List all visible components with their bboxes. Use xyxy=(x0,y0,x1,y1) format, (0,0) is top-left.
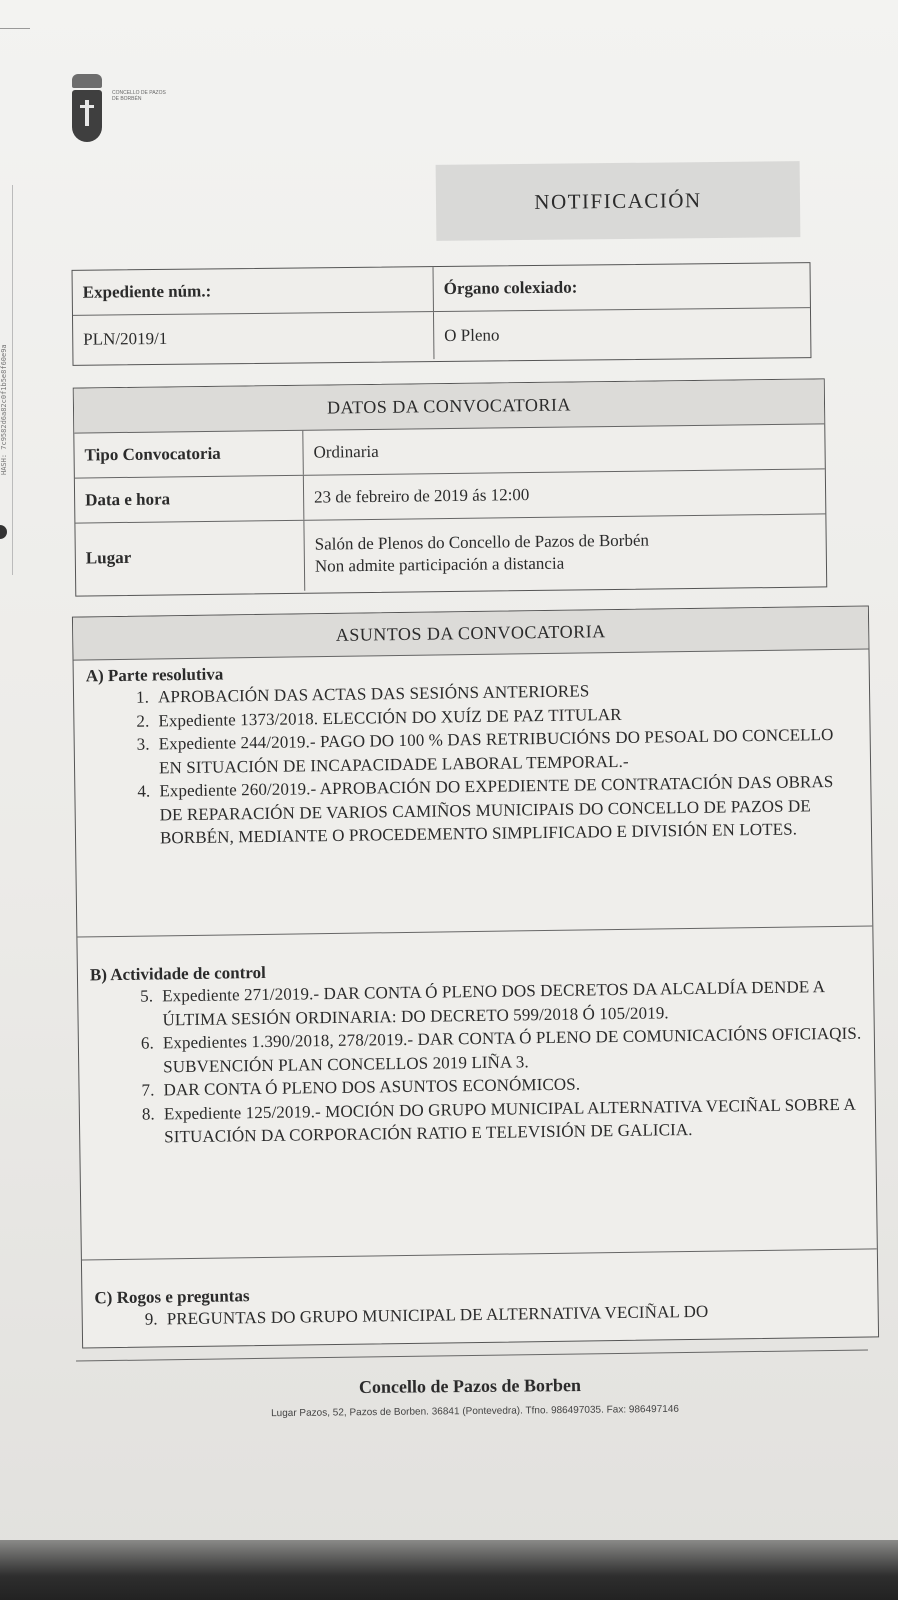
datos-convocatoria-table xyxy=(73,378,827,596)
cross-bar-icon xyxy=(80,105,94,108)
side-hash-text: HASH: 7c9582d6a82c0f1b5e8f60e9a xyxy=(0,344,8,475)
lugar-note: Non admite participación a distancia xyxy=(314,553,565,576)
organo-value: O Pleno xyxy=(444,324,500,345)
expediente-label: Expediente núm.: xyxy=(82,281,212,302)
section-title: A) Parte resolutiva xyxy=(85,664,224,686)
section-actividade-control xyxy=(77,926,876,1260)
section-title: B) Actividade de control xyxy=(89,962,266,985)
datos-label: Tipo Convocatoria xyxy=(84,443,221,465)
crown-icon xyxy=(72,74,102,88)
datos-label: Lugar xyxy=(85,547,132,568)
notification-title: NOTIFICACIÓN xyxy=(436,161,801,241)
lugar-value: Salón de Plenos do Concello de Pazos de Borbén xyxy=(314,530,650,554)
footer-address: Lugar Pazos, 52, Pazos de Borben. 36841 (Pontevedra). Tfno. 986497035. Fax: 986497146 xyxy=(271,1403,679,1420)
datos-value: 23 de febreiro de 2019 ás 12:00 xyxy=(313,485,530,507)
background-surface xyxy=(0,1540,898,1600)
list-item: 3. Expediente 244/2019.- PAGO DO 100 % DAS RETRIBUCIÓNS DO PESOAL DO CONCELLO EN SITUACIÓN DE INCAPACIDADE LABORAL TEMPORAL.- xyxy=(136,724,834,777)
list-item: 4. Expediente 260/2019.- APROBACIÓN DO EXPEDIENTE DE CONTRATACIÓN DAS OBRAS DE REPARACIÓN DE VARIOS CAMIÑOS MUNICIPAIS DO CONCELLO DE PAZOS DE BORBÉN, MEDIANTE O PROCEDEMENTO SIMPLIFICADO E DIVISIÓN EN LOTES. xyxy=(137,771,834,848)
footer-divider xyxy=(76,1349,868,1361)
datos-value: Ordinaria xyxy=(313,441,379,462)
section-rogos-preguntas xyxy=(82,1249,878,1347)
list-item: 7. DAR CONTA Ó PLENO DOS ASUNTOS ECONÓMICOS. xyxy=(141,1074,581,1100)
municipal-crest-icon xyxy=(70,72,104,146)
list-item: 1. APROBACIÓN DAS ACTAS DAS SESIÓNS ANTERIORES xyxy=(135,681,590,707)
datos-heading: DATOS DA CONVOCATORIA xyxy=(74,379,824,433)
section-title: C) Rogos e preguntas xyxy=(94,1286,250,1308)
asuntos-heading: ASUNTOS DA CONVOCATORIA xyxy=(73,606,869,660)
expediente-value-row xyxy=(73,308,810,363)
datos-value xyxy=(304,514,825,590)
list-item: 2. Expediente 1373/2018. ELECCIÓN DO XUÍZ DE PAZ TITULAR xyxy=(136,704,622,731)
datos-label: Data e hora xyxy=(85,489,171,510)
section-parte-resolutiva xyxy=(74,649,873,937)
expediente-value: PLN/2019/1 xyxy=(83,328,168,349)
expediente-header-row xyxy=(73,263,810,316)
list-item: 5. Expediente 271/2019.- DAR CONTA Ó PLENO DOS DECRETOS DA ALCALDÍA DENDE A ÚLTIMA SESIÓN ORDINARIA: DO DECRETO 599/2018 Ó 105/2019. xyxy=(140,977,825,1029)
list-item: 9. PREGUNTAS DO GRUPO MUNICIPAL DE ALTERNATIVA VECIÑAL DO xyxy=(144,1301,709,1329)
binder-hole xyxy=(0,525,7,539)
footer-title: Concello de Pazos de Borben xyxy=(358,1375,582,1397)
cross-icon xyxy=(85,100,89,126)
organo-label: Órgano colexiado: xyxy=(443,277,578,298)
expediente-table xyxy=(72,262,812,366)
crest-caption: CONCELLO DE PAZOS DE BORBÉN xyxy=(112,90,166,102)
list-item: 8. Expediente 125/2019.- MOCIÓN DO GRUPO MUNICIPAL ALTERNATIVA VECIÑAL SOBRE A SITUACIÓN DA CORPORACIÓN RATIO E TELEVISIÓN DE GALICIA. xyxy=(141,1094,855,1147)
asuntos-convocatoria-table xyxy=(72,605,879,1348)
list-item: 6. Expedientes 1.390/2018, 278/2019.- DAR CONTA Ó PLENO DE COMUNICACIÓNS OFICIAQIS. SUBVENCIÓN PLAN CONCELLOS 2019 LIÑA 3. xyxy=(140,1023,862,1076)
top-edge-mark xyxy=(0,28,30,29)
datos-row-lugar xyxy=(75,514,826,593)
